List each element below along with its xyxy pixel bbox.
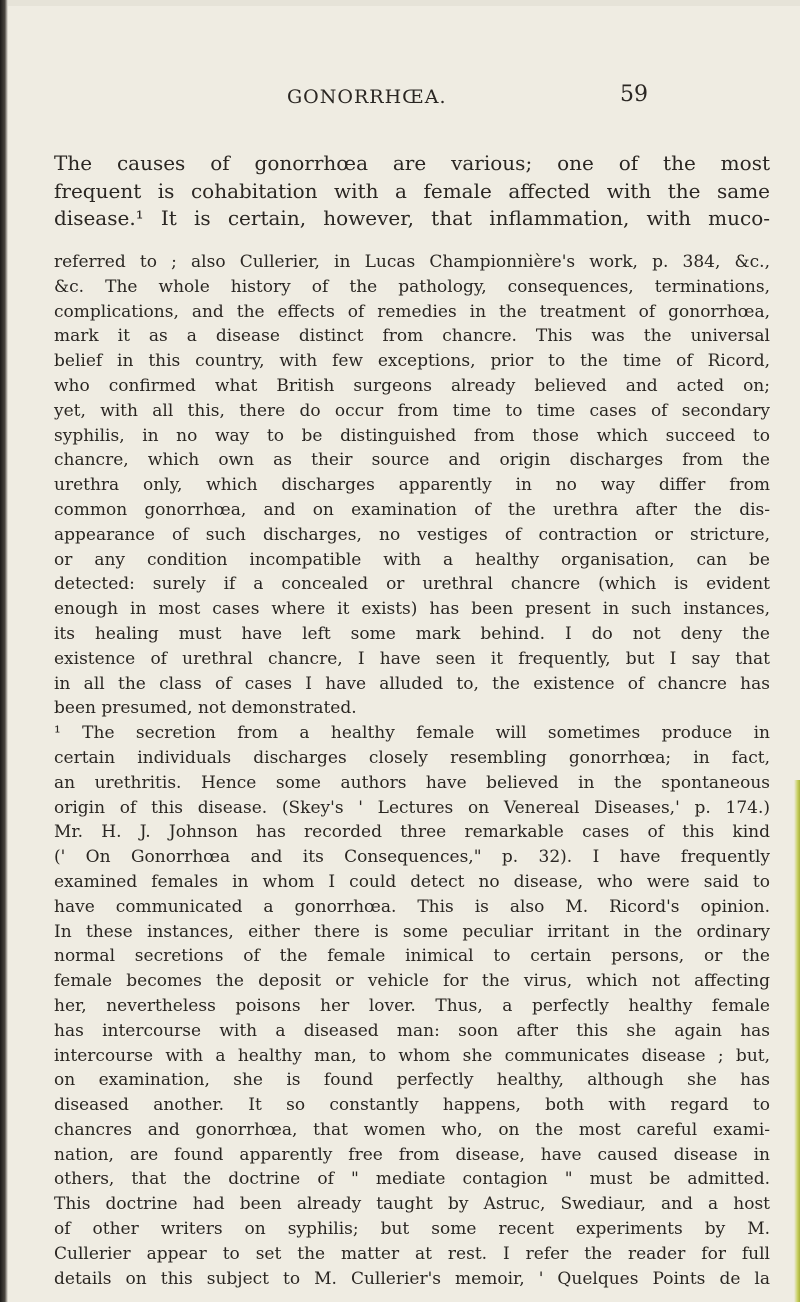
page-right-edge-stain — [794, 780, 800, 1302]
footnote-line: belief in this country, with few exceptions, prior to the time of Ricord, — [54, 351, 770, 372]
page-left-edge-shadow — [0, 0, 8, 1302]
footnote-line: examined females in whom I could detect no disease, who were said to — [54, 871, 770, 892]
footnote-line: Mr. H. J. Johnson has recorded three remarkable cases of this kind — [54, 822, 770, 843]
footnote-line: existence of urethral chancre, I have seen it frequently, but I say that — [54, 648, 770, 669]
footnote-line: normal secretions of the female inimical to certain persons, or the — [54, 946, 770, 967]
footnote-line: (' On Gonorrhœa and its Consequences," p. 32). I have frequently — [54, 847, 770, 868]
footnote-line: certain individuals discharges closely resembling gonorrhœa; in fact, — [54, 747, 770, 768]
main-text-line: The causes of gonorrhœa are various; one of the most — [54, 151, 770, 175]
footnote-line: details on this subject to M. Cullerier's memoir, ' Quelques Points de la — [54, 1268, 770, 1289]
page-number: 59 — [620, 82, 648, 107]
footnote-line: her, nevertheless poisons her lover. Thus, a perfectly healthy female — [54, 995, 770, 1016]
footnote-line: common gonorrhœa, and on examination of the urethra after the dis- — [54, 499, 770, 520]
footnote-line: mark it as a disease distinct from chancre. This was the universal — [54, 326, 770, 347]
footnote-line: &c. The whole history of the pathology, consequences, terminations, — [54, 276, 770, 297]
footnote-line: nation, are found apparently free from disease, have caused disease in — [54, 1144, 770, 1165]
footnote-line: Cullerier appear to set the matter at rest. I refer the reader for full — [54, 1243, 770, 1264]
footnote-line: urethra only, which discharges apparently in no way differ from — [54, 475, 770, 496]
footnote-line: yet, with all this, there do occur from time to time cases of secondary — [54, 400, 770, 421]
main-text-line: disease.¹ It is certain, however, that inflammation, with muco- — [54, 206, 770, 231]
footnote-line: detected: surely if a concealed or urethral chancre (which is evident — [54, 574, 770, 595]
footnote-line: ¹ The secretion from a healthy female will sometimes produce in — [54, 723, 770, 744]
footnote-line: chancres and gonorrhœa, that women who, on the most careful exami- — [54, 1119, 770, 1140]
main-text — [54, 150, 770, 233]
footnotes — [54, 250, 770, 1291]
footnote-line: diseased another. It so constantly happens, both with regard to — [54, 1095, 770, 1116]
footnote-line: enough in most cases where it exists) has been present in such instances, — [54, 599, 770, 620]
footnote-line: appearance of such discharges, no vestiges of contraction or stricture, — [54, 524, 770, 545]
footnote-line: referred to ; also Cullerier, in Lucas Championnière's work, p. 384, &c., — [54, 252, 770, 272]
page-header — [0, 82, 800, 116]
footnote-line: have communicated a gonorrhœa. This is also M. Ricord's opinion. — [54, 896, 770, 917]
footnote-line: has intercourse with a diseased man: soon after this she again has — [54, 1020, 770, 1041]
footnote-line: syphilis, in no way to be distinguished from those which succeed to — [54, 425, 770, 446]
page-top-edge — [0, 0, 800, 6]
footnote-line: chancre, which own as their source and origin discharges from the — [54, 450, 770, 471]
footnote-line: others, that the doctrine of " mediate contagion " must be admitted. — [54, 1169, 770, 1190]
footnote-line: or any condition incompatible with a healthy organisation, can be — [54, 549, 770, 570]
footnote-line: origin of this disease. (Skey's ' Lectures on Venereal Diseases,' p. 174.) — [54, 797, 770, 818]
footnote-line: In these instances, either there is some peculiar irritant in the ordinary — [54, 921, 770, 942]
main-text-line: frequent is cohabitation with a female affected with the same — [54, 178, 770, 203]
footnote-line: This doctrine had been already taught by Astruc, Swediaur, and a host — [54, 1194, 770, 1215]
footnote-line: in all the class of cases I have alluded to, the existence of chancre has — [54, 673, 770, 694]
footnote-line: female becomes the deposit or vehicle for the virus, which not affecting — [54, 971, 770, 992]
footnote-line: been presumed, not demonstrated. — [54, 698, 357, 719]
footnote-line: complications, and the effects of remedies in the treatment of gonorrhœa, — [54, 301, 770, 322]
footnote-line: its healing must have left some mark behind. I do not deny the — [54, 623, 770, 644]
footnote-line: intercourse with a healthy man, to whom she communicates disease ; but, — [54, 1045, 770, 1066]
running-title: GONORRHŒA. — [287, 86, 447, 108]
footnote-line: who confirmed what British surgeons already believed and acted on; — [54, 375, 770, 396]
footnote-line: of other writers on syphilis; but some recent experiments by M. — [54, 1219, 770, 1240]
footnote-line: an urethritis. Hence some authors have believed in the spontaneous — [54, 772, 770, 793]
footnote-line: on examination, she is found perfectly healthy, although she has — [54, 1070, 770, 1091]
